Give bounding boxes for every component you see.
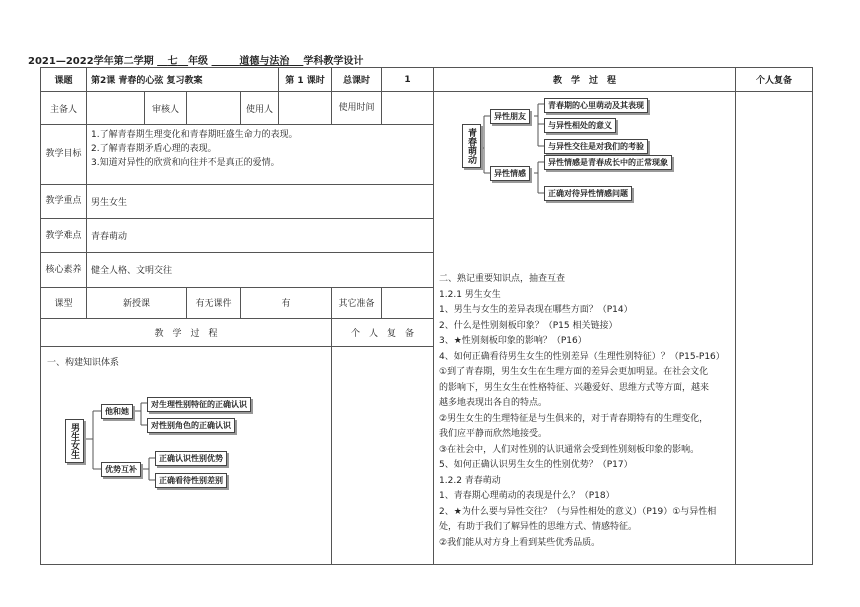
lesson-value: 第2课 青春的心弦 复习教案 — [87, 68, 279, 92]
text-line: ②男生女生的生理特征是与生俱来的，对于青春期特有的生理变化， — [439, 413, 709, 424]
subject: 道德与法治 — [239, 56, 290, 67]
lesson-label: 课题 — [41, 68, 87, 92]
root-node-nansheng: 男生女生 — [65, 419, 84, 463]
mindmap-qingchun — [438, 98, 732, 228]
semester: 学年第二学期 — [93, 56, 154, 67]
text-line: 1.2.1 男生女生 — [439, 289, 501, 300]
branch-yixing-qinggan: 异性情感 — [490, 166, 530, 181]
text-line: 2、★为什么要与异性交往？（与异性相处的意义）（P19）①与异性相 — [439, 506, 717, 517]
key-points-label: 教学重点 — [41, 184, 87, 218]
school-years: 2021—2022 — [28, 56, 94, 67]
difficulty-label: 教学难点 — [41, 219, 87, 253]
literacy-label: 核心素养 — [41, 253, 87, 287]
mindmap-nansheng — [63, 397, 303, 507]
knowledge-points-text — [439, 272, 725, 551]
text-line: 的影响下，男生女生在性格特征、兴趣爱好、思维方式等方面，越来 — [439, 382, 710, 393]
text-line: 我们应平静而欣然地接受。 — [439, 429, 548, 439]
leaf-kaoyan: 与异性交往是对我们的考验 — [544, 139, 648, 154]
difficulty-value: 青春萌动 — [87, 219, 434, 253]
lead-preparer-label: 主备人 — [41, 92, 87, 125]
reviewer-value — [187, 92, 241, 125]
other-prep-value — [382, 287, 434, 318]
leaf-xingbie-youshi: 正确认识性别优势 — [155, 451, 227, 466]
branch-youshi-hubu: 优势互补 — [101, 462, 141, 477]
text-line: 5、如何正确认识男生女生的性别优势？（P17） — [439, 460, 633, 470]
other-prep-label: 其它准备 — [332, 287, 382, 318]
courseware-value: 有 — [241, 287, 332, 318]
text-line: 越多地表现出各自的特点。 — [439, 398, 548, 408]
text-line: ①到了青春期，男生女生在生理方面的差异会更加明显。在社会文化 — [439, 367, 709, 377]
text-line: ②我们能从对方身上看到某些优秀品质。 — [439, 537, 601, 548]
user-label: 使用人 — [241, 92, 279, 125]
personal-review-column — [736, 92, 813, 565]
doc-type: 学科教学设计 — [303, 56, 364, 67]
lesson-period: 第 1 课时 — [279, 68, 332, 92]
text-line: 1.2.2 青春萌动 — [439, 475, 501, 486]
text-line: ③在社会中，人们对性别的认识通常会受到性别刻板印象的影响。 — [439, 444, 700, 455]
personal-review-left-cell — [332, 347, 434, 565]
user-value — [279, 92, 332, 125]
text-line: 1、青春期心理萌动的表现是什么？（P18） — [439, 491, 615, 501]
text-line: 处，有助于我们了解异性的思维方式、情感特征。 — [439, 522, 638, 532]
use-time-value — [382, 92, 434, 125]
leaf-xinli-mengdong: 青春期的心里萌动及其表现 — [544, 98, 648, 113]
goal-item: 2.了解青春期矛盾心理的表现。 — [91, 144, 217, 155]
total-periods-value: 1 — [382, 68, 434, 92]
lesson-type-label: 课型 — [41, 287, 87, 318]
text-line: 1、男生与女生的差异表现在哪些方面？（P14） — [439, 305, 633, 315]
leaf-xiangchu-yiyi: 与异性相处的意义 — [544, 118, 616, 133]
goals-list — [87, 125, 434, 185]
total-periods-label: 总课时 — [332, 68, 382, 92]
leaf-zhengchang-xianxiang: 异性情感是青春成长中的正常现象 — [544, 155, 672, 170]
leaf-xingbie-chabie: 正确看待性别差别 — [155, 473, 227, 488]
knowledge-system-heading: 一、构建知识体系 — [47, 358, 120, 369]
literacy-value: 健全人格、文明交往 — [87, 253, 434, 287]
goal-item: 3.知道对异性的欣赏和向往并不是真正的爱情。 — [91, 158, 280, 169]
text-line: 2、什么是性别刻板印象？（P15 相关链接） — [439, 320, 618, 331]
personal-header-left: 个 人 复 备 — [332, 318, 434, 347]
teaching-process-right-panel — [434, 92, 736, 565]
leaf-zhengque-duidai: 正确对待异性情感问题 — [544, 186, 632, 201]
grade: 七 — [167, 56, 178, 67]
root-node-qingchun: 青春萌动 — [462, 124, 481, 168]
lesson-plan-table — [40, 67, 813, 565]
reviewer-label: 审核人 — [145, 92, 187, 125]
process-header-right: 教 学 过 程 — [434, 68, 736, 92]
key-points-value: 男生女生 — [87, 184, 434, 218]
branch-ta-he-ta: 他和她 — [101, 404, 133, 419]
personal-review-header: 个人复备 — [736, 68, 813, 92]
leaf-shengli-xingbie: 对生理性别特征的正确认识 — [147, 397, 251, 412]
lesson-type-value: 新授课 — [87, 287, 187, 318]
text-line: 4、如何正确看待男生女生的性别差异（生理性别特征）？（P15-P16） — [439, 351, 725, 362]
text-line: 二、熟记重要知识点，抽查互查 — [439, 274, 566, 284]
branch-yixing-pengyou: 异性朋友 — [490, 109, 530, 124]
use-time-label: 使用时间 — [332, 92, 382, 125]
lead-preparer-value — [87, 92, 145, 125]
courseware-label: 有无课件 — [187, 287, 241, 318]
grade-suffix: 年级 — [188, 56, 209, 67]
text-line: 3、★性别刻板印象的影响？（P16） — [439, 336, 587, 346]
document-header — [28, 52, 363, 67]
goal-item: 1.了解青春期生理变化和青春期旺盛生命力的表现。 — [91, 130, 298, 141]
goals-label: 教学目标 — [41, 125, 87, 185]
leaf-xingbie-juese: 对性别角色的正确认识 — [147, 418, 235, 433]
process-header-left: 教 学 过 程 — [41, 318, 332, 347]
teaching-process-left-panel — [41, 347, 332, 565]
